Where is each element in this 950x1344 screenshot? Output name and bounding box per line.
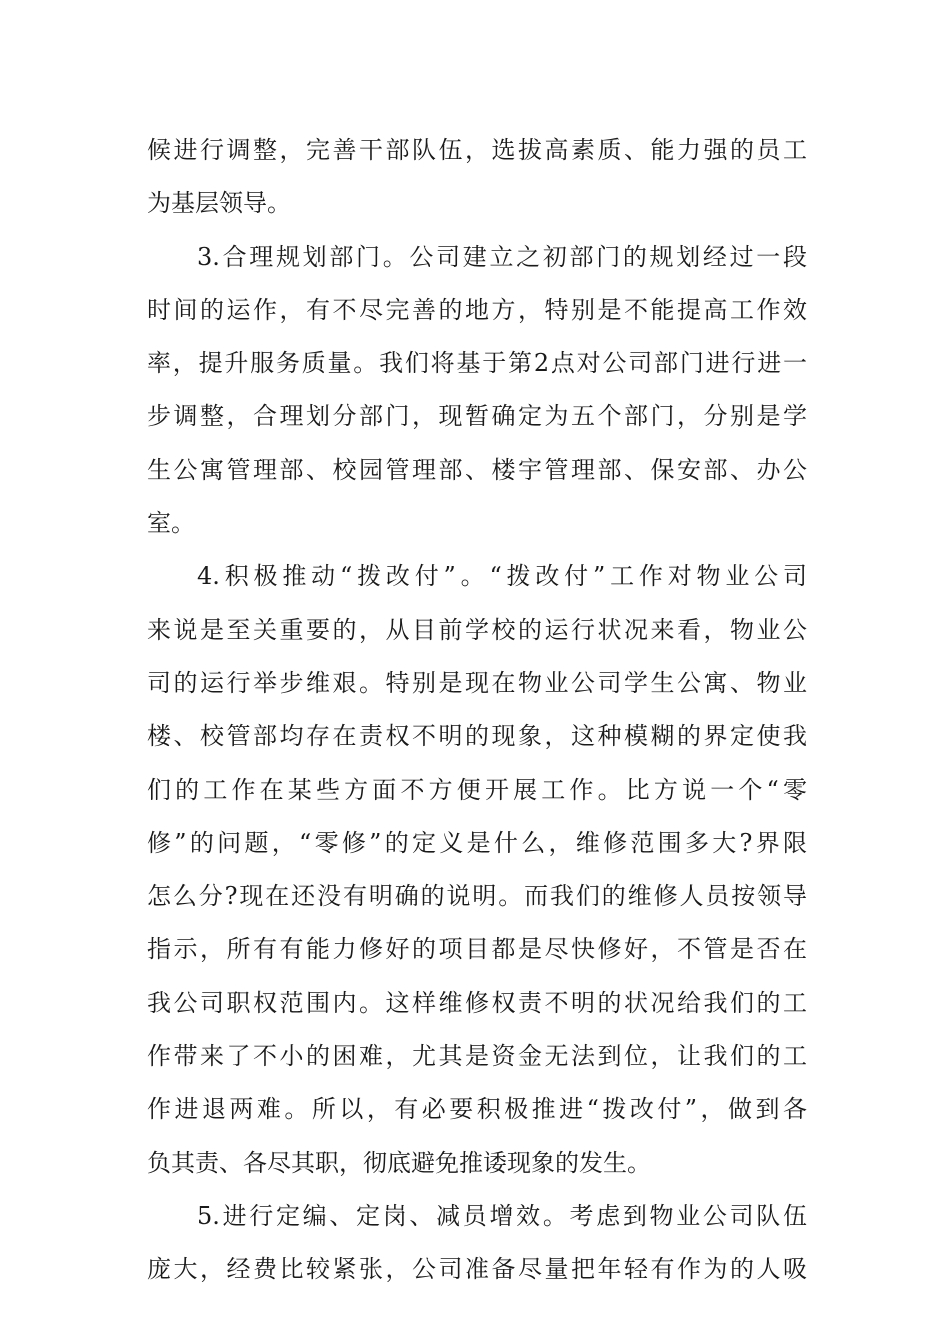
text-line: 时间的运作，有不尽完善的地方，特别是不能提高工作效 (147, 295, 807, 324)
text-line: 步调整，合理划分部门，现暂确定为五个部门，分别是学 (147, 402, 807, 431)
text-line: 4.积极推动“拨改付”。“拨改付”工作对物业公司 (197, 562, 807, 591)
text-line: 来说是至关重要的，从目前学校的运行状况来看，物业公 (147, 615, 807, 644)
text-line: 为基层领导。 (147, 189, 291, 218)
text-line: 楼、校管部均存在责权不明的现象，这种模糊的界定使我 (147, 722, 807, 751)
text-line: 庞大，经费比较紧张，公司准备尽量把年轻有作为的人吸 (147, 1255, 807, 1284)
text-line: 怎么分?现在还没有明确的说明。而我们的维修人员按领导 (147, 882, 807, 911)
text-line: 候进行调整，完善干部队伍，选拔高素质、能力强的员工 (147, 136, 807, 164)
text-line: 我公司职权范围内。这样维修权责不明的状况给我们的工 (147, 988, 807, 1017)
text-line: 作带来了不小的困难，尤其是资金无法到位，让我们的工 (147, 1042, 807, 1071)
text-line: 指示，所有有能力修好的项目都是尽快修好，不管是否在 (147, 935, 807, 964)
document-body (147, 124, 807, 1297)
text-line: 率，提升服务质量。我们将基于第2点对公司部门进行进一 (147, 349, 807, 378)
text-line: 负其责、各尽其职，彻底避免推诿现象的发生。 (147, 1148, 651, 1177)
text-line: 作进退两难。所以，有必要积极推进“拨改付”，做到各 (147, 1095, 807, 1124)
text-line: 生公寓管理部、校园管理部、楼宇管理部、保安部、办公 (147, 455, 807, 484)
text-line: 修”的问题，“零修”的定义是什么，维修范围多大?界限 (147, 828, 807, 857)
text-line: 室。 (147, 509, 195, 538)
text-line: 3.合理规划部门。公司建立之初部门的规划经过一段 (197, 242, 807, 271)
text-line: 司的运行举步维艰。特别是现在物业公司学生公寓、物业 (147, 668, 807, 697)
text-line: 5.进行定编、定岗、减员增效。考虑到物业公司队伍 (197, 1201, 807, 1230)
text-line: 们的工作在某些方面不方便开展工作。比方说一个“零 (147, 775, 807, 804)
